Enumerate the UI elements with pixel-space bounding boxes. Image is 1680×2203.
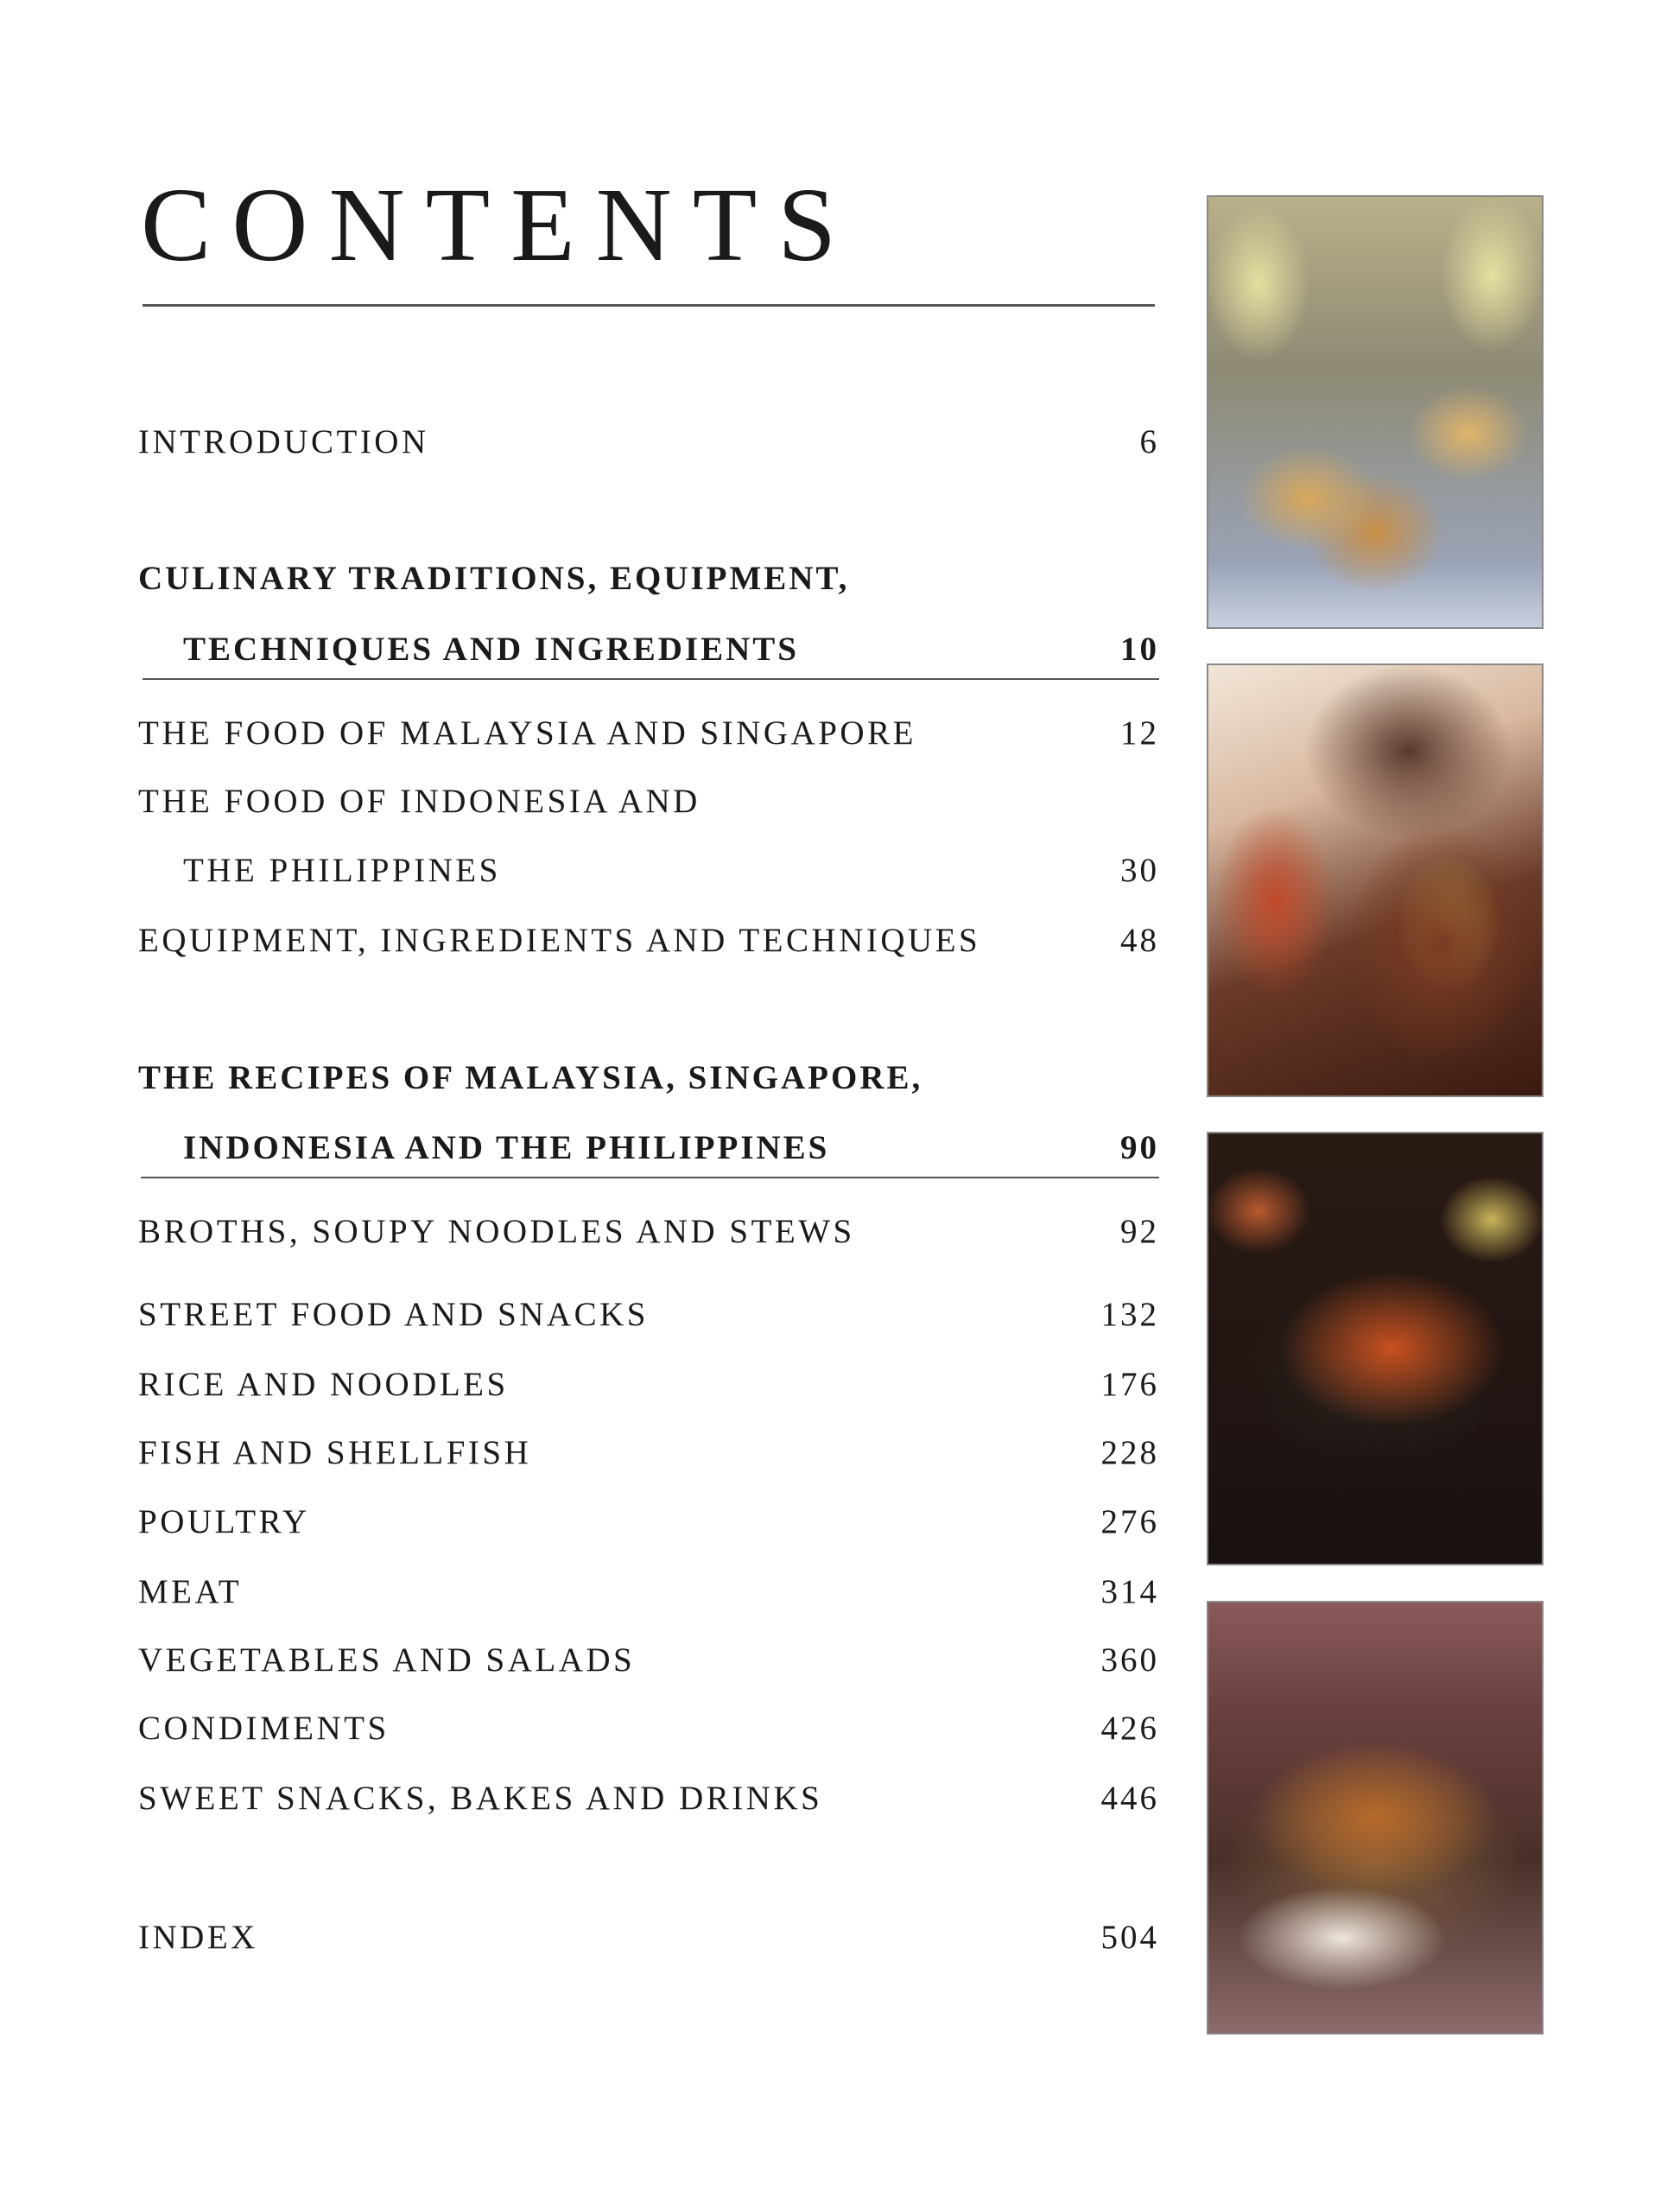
toc-entry xyxy=(138,1362,1159,1406)
entry-page: 426 xyxy=(1100,1709,1159,1747)
toc-entry xyxy=(138,1292,1159,1336)
entry-label: EQUIPMENT, INGREDIENTS AND TECHNIQUES xyxy=(138,921,981,959)
entry-label: CULINARY TRADITIONS, EQUIPMENT, xyxy=(138,559,850,597)
entry-label: BROTHS, SOUPY NOODLES AND STEWS xyxy=(138,1212,855,1250)
entry-label: MEAT xyxy=(138,1572,243,1610)
entry-label: INTRODUCTION xyxy=(138,422,429,460)
entry-label: STREET FOOD AND SNACKS xyxy=(138,1295,649,1333)
entry-page: 228 xyxy=(1100,1433,1159,1471)
entry-label: FISH AND SHELLFISH xyxy=(138,1433,532,1471)
entry-page: 360 xyxy=(1100,1641,1159,1679)
entry-page: 90 xyxy=(1120,1128,1159,1166)
page-title: CONTENTS xyxy=(141,167,858,283)
section-heading xyxy=(138,1126,1159,1169)
entry-page: 314 xyxy=(1100,1572,1159,1610)
entry-page: 12 xyxy=(1120,714,1159,752)
entry-page: 446 xyxy=(1100,1779,1159,1817)
toc-entry xyxy=(138,1500,1159,1543)
toc-entry xyxy=(138,1776,1159,1819)
title-divider xyxy=(143,304,1155,307)
entry-page: 132 xyxy=(1100,1295,1159,1333)
section-divider xyxy=(141,1177,1159,1178)
toc-entry xyxy=(138,1209,1159,1253)
entry-label: POULTRY xyxy=(138,1502,310,1540)
entry-page: 92 xyxy=(1120,1212,1159,1250)
section-heading xyxy=(138,1056,1159,1099)
entry-page: 48 xyxy=(1120,921,1159,959)
entry-label: THE RECIPES OF MALAYSIA, SINGAPORE, xyxy=(138,1058,923,1096)
entry-page: 276 xyxy=(1100,1502,1159,1540)
entry-label: CONDIMENTS xyxy=(138,1709,390,1747)
entry-page: 176 xyxy=(1100,1365,1159,1403)
entry-label: RICE AND NOODLES xyxy=(138,1365,509,1403)
toc-entry xyxy=(138,848,1159,892)
toc-entry xyxy=(138,1915,1159,1959)
entry-label: INDEX xyxy=(138,1918,258,1956)
section-heading xyxy=(138,556,1159,600)
entry-page: 30 xyxy=(1120,851,1159,889)
entry-label: TECHNIQUES AND INGREDIENTS xyxy=(183,630,799,668)
tea-and-tarts-photo xyxy=(1207,195,1544,629)
toc-entry xyxy=(138,918,1159,962)
section-heading xyxy=(138,627,1159,670)
toc-entry xyxy=(138,1638,1159,1681)
prawn-curry-rice-photo xyxy=(1207,1601,1544,2035)
entry-page: 504 xyxy=(1100,1918,1159,1956)
toc-entry xyxy=(138,711,1159,754)
toc-entry xyxy=(138,1431,1159,1474)
tropical-fruit-photo xyxy=(1207,663,1544,1097)
entry-page: 10 xyxy=(1120,630,1159,668)
entry-label: THE FOOD OF INDONESIA AND xyxy=(138,782,701,820)
entry-label: THE FOOD OF MALAYSIA AND SINGAPORE xyxy=(138,714,916,752)
entry-label: VEGETABLES AND SALADS xyxy=(138,1641,636,1679)
toc-entry xyxy=(138,1570,1159,1613)
entry-label: SWEET SNACKS, BAKES AND DRINKS xyxy=(138,1779,823,1817)
entry-page: 6 xyxy=(1139,422,1159,460)
entry-label: INDONESIA AND THE PHILIPPINES xyxy=(183,1128,830,1166)
grilled-fish-bowl-photo xyxy=(1207,1132,1544,1565)
entry-label: THE PHILIPPINES xyxy=(183,851,501,889)
section-divider xyxy=(143,678,1159,680)
toc-entry xyxy=(138,1706,1159,1749)
toc-entry xyxy=(138,420,1159,463)
toc-entry xyxy=(138,779,1159,822)
